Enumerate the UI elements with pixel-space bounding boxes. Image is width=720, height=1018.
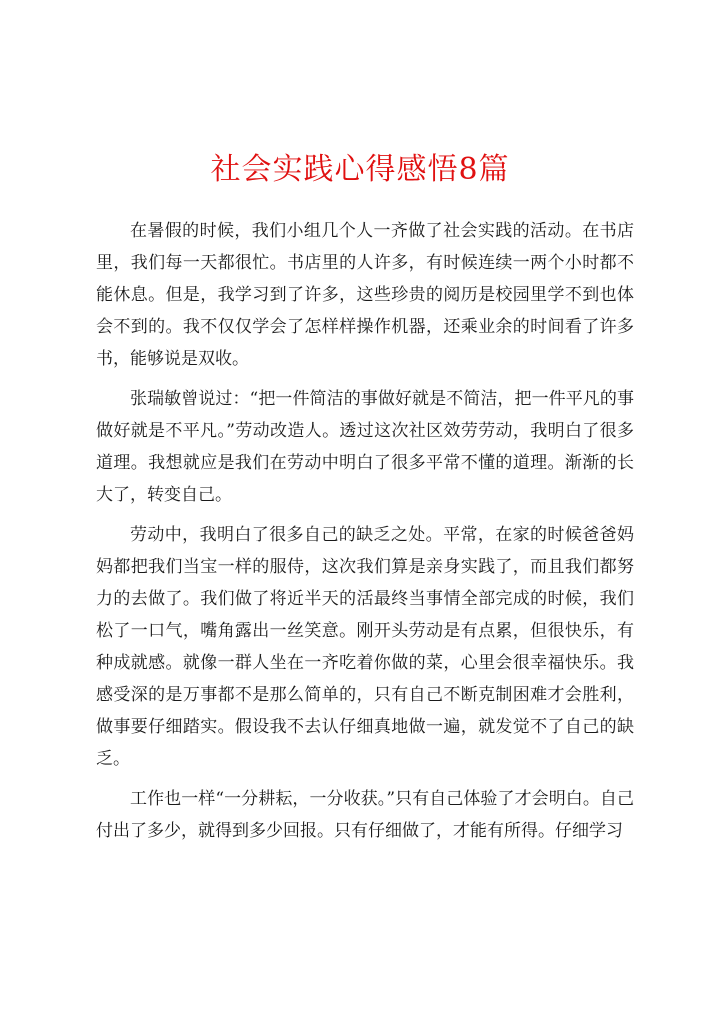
paragraph-1: 在暑假的时候，我们小组几个人一齐做了社会实践的活动。在书店里，我们每一天都很忙。书店里的人许多，有时候连续一两个小时都不能休息。但是，我学习到了许多，这些珍贵的阅历是校园里学不到也体会不到的。我不仅仅学会了怎样样操作机器，还乘业余的时间看了许多书，能够说是双收。 bbox=[96, 221, 634, 369]
paragraph-4: 工作也一样“一分耕耘，一分收获。”只有自己体验了才会明白。自己付出了多少，就得到多少回报。只有仔细做了，才能有所得。仔细学习 bbox=[96, 789, 634, 841]
paragraph-3: 劳动中，我明白了很多自己的缺乏之处。平常，在家的时候爸爸妈妈都把我们当宝一样的服侍，这次我们算是亲身实践了，而且我们都努力的去做了。我们做了将近半天的活最终当事情全部完成的时候，我们松了一口气，嘴角露出一丝笑意。刚开头劳动是有点累，但很快乐，有种成就感。就像一群人坐在一齐吃着你做的菜，心里会很幸福快乐。我感受深的是万事都不是那么简单的，只有自己不断克制困难才会胜利，做事要仔细踏实。假设我不去认仔细真地做一遍，就发觉不了自己的缺乏。 bbox=[96, 525, 634, 769]
paragraph-2: 张瑞敏曾说过：“把一件简洁的事做好就是不简洁，把一件平凡的事做好就是不平凡。”劳动改造人。透过这次社区效劳劳动，我明白了很多道理。我想就应是我们在劳动中明白了很多平常不懂的道理。渐渐的长大了，转变自己。 bbox=[96, 389, 634, 505]
document-title: 社会实践心得感悟8篇 bbox=[210, 152, 510, 187]
document-body bbox=[96, 215, 634, 855]
